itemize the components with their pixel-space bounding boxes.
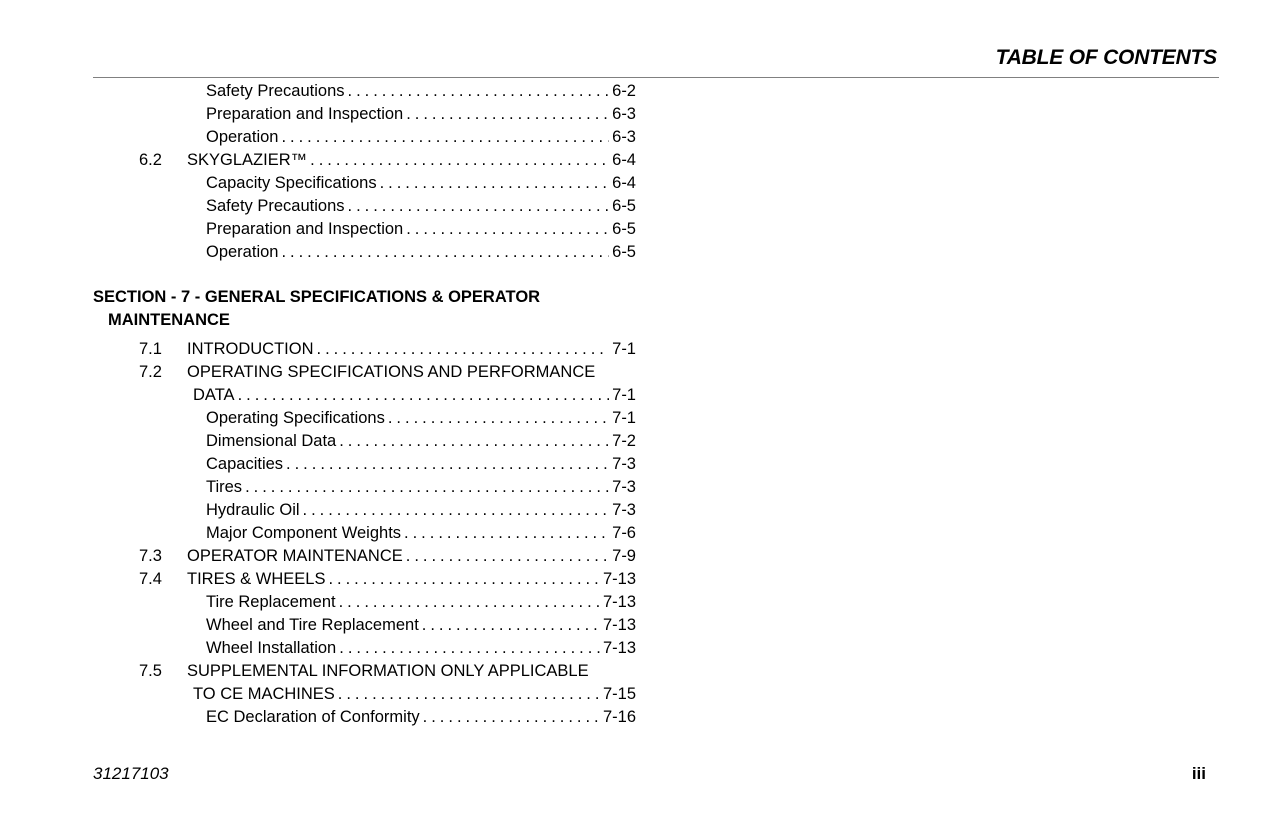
toc-entry-number: 7.4 <box>139 570 162 588</box>
toc-entry-continuation[interactable] <box>0 384 700 406</box>
toc-entry-number: 6.2 <box>139 151 162 169</box>
toc-entry-title: INTRODUCTION <box>187 340 314 358</box>
toc-entry-title-continuation: DATA <box>193 386 235 404</box>
toc-entry-page: 7-13 <box>602 639 636 657</box>
toc-entry-page: 7-3 <box>612 455 636 473</box>
section-heading-continuation[interactable]: MAINTENANCE <box>108 311 230 329</box>
toc-entry-page: 7-2 <box>612 432 636 450</box>
toc-entry-page: 6-5 <box>612 197 636 215</box>
toc-entry[interactable] <box>0 407 700 429</box>
toc-entry-title: SKYGLAZIER™ <box>187 151 308 169</box>
toc-entry-page: 6-2 <box>612 82 636 100</box>
toc-entry-title: Wheel and Tire Replacement <box>206 616 419 634</box>
toc-entry-title: Capacity Specifications <box>206 174 377 192</box>
toc-entry-title: Operating Specifications <box>206 409 385 427</box>
toc-entry[interactable] <box>0 241 700 263</box>
page-header-title: TABLE OF CONTENTS <box>995 46 1217 69</box>
toc-entry-section[interactable] <box>0 568 700 590</box>
toc-entry-section[interactable] <box>0 545 700 567</box>
toc-entry[interactable] <box>0 499 700 521</box>
toc-entry-title: Safety Precautions <box>206 82 345 100</box>
toc-entry-title: Major Component Weights <box>206 524 402 542</box>
toc-entry[interactable] <box>0 706 700 728</box>
toc-entry[interactable] <box>0 476 700 498</box>
toc-entry-page: 7-3 <box>612 478 636 496</box>
toc-entry-page: 7-13 <box>602 593 636 611</box>
toc-entry-title: EC Declaration of Conformity <box>206 708 420 726</box>
toc-entry-page: 6-4 <box>612 174 636 192</box>
toc-entry-title: Tires <box>206 478 243 496</box>
toc-entry[interactable] <box>0 103 700 125</box>
toc-entry-title: Capacities <box>206 455 284 473</box>
toc-entry-number: 7.3 <box>139 547 162 565</box>
toc-entry-page: 6-3 <box>612 105 636 123</box>
toc-entry-continuation[interactable] <box>0 683 700 705</box>
toc-entry-section[interactable] <box>0 149 700 171</box>
header-divider <box>93 77 1219 78</box>
toc-entry[interactable] <box>0 453 700 475</box>
toc-entry-title: TIRES & WHEELS <box>187 570 326 588</box>
toc-entry-title: Preparation and Inspection <box>206 105 404 123</box>
page-number: iii <box>1191 764 1206 783</box>
toc-entry-number: 7.2 <box>139 363 162 381</box>
toc-entry-title: Preparation and Inspection <box>206 220 404 238</box>
toc-entry-page: 7-13 <box>602 570 636 588</box>
toc-entry-title: OPERATOR MAINTENANCE <box>187 547 403 565</box>
toc-entry[interactable] <box>0 591 700 613</box>
toc-entry-title: Dimensional Data <box>206 432 337 450</box>
toc-entry-section[interactable] <box>0 338 700 360</box>
toc-entry[interactable] <box>0 637 700 659</box>
toc-entry[interactable] <box>0 80 700 102</box>
section-heading[interactable]: SECTION - 7 - GENERAL SPECIFICATIONS & OPERATOR <box>93 288 541 306</box>
toc-entry-section[interactable] <box>0 660 700 682</box>
toc-entry-title: Safety Precautions <box>206 197 345 215</box>
toc-entry-page: 6-4 <box>612 151 636 169</box>
toc-entry-page: 7-1 <box>612 340 636 358</box>
toc-entry-title: Wheel Installation <box>206 639 337 657</box>
toc-entry-title: Tire Replacement <box>206 593 336 611</box>
toc-entry-page: 7-3 <box>612 501 636 519</box>
document-number: 31217103 <box>93 764 169 783</box>
toc-entry-page: 6-5 <box>612 220 636 238</box>
toc-entry[interactable] <box>0 172 700 194</box>
toc-entry-title: Hydraulic Oil <box>206 501 300 519</box>
toc-entry-page: 7-15 <box>602 685 636 703</box>
toc-entry-section[interactable] <box>0 361 700 383</box>
toc-entry-title: Operation <box>206 128 279 146</box>
toc-entry[interactable] <box>0 522 700 544</box>
toc-entry-page: 6-3 <box>612 128 636 146</box>
toc-entry-page: 7-6 <box>612 524 636 542</box>
toc-entry-number: 7.1 <box>139 340 162 358</box>
toc-entry-title: OPERATING SPECIFICATIONS AND PERFORMANCE <box>187 363 596 381</box>
toc-entry-title: Operation <box>206 243 279 261</box>
toc-entry-page: 7-1 <box>612 386 636 404</box>
toc-entry[interactable] <box>0 430 700 452</box>
toc-entry-page: 6-5 <box>612 243 636 261</box>
toc-entry-page: 7-1 <box>612 409 636 427</box>
toc-entry[interactable] <box>0 126 700 148</box>
toc-entry[interactable] <box>0 218 700 240</box>
toc-entry-title-continuation: TO CE MACHINES <box>193 685 335 703</box>
toc-entry-title: SUPPLEMENTAL INFORMATION ONLY APPLICABLE <box>187 662 589 680</box>
toc-entry-page: 7-13 <box>602 616 636 634</box>
toc-entry[interactable] <box>0 614 700 636</box>
toc-entry-page: 7-16 <box>602 708 636 726</box>
toc-entry-page: 7-9 <box>612 547 636 565</box>
toc-entry[interactable] <box>0 195 700 217</box>
toc-entry-number: 7.5 <box>139 662 162 680</box>
